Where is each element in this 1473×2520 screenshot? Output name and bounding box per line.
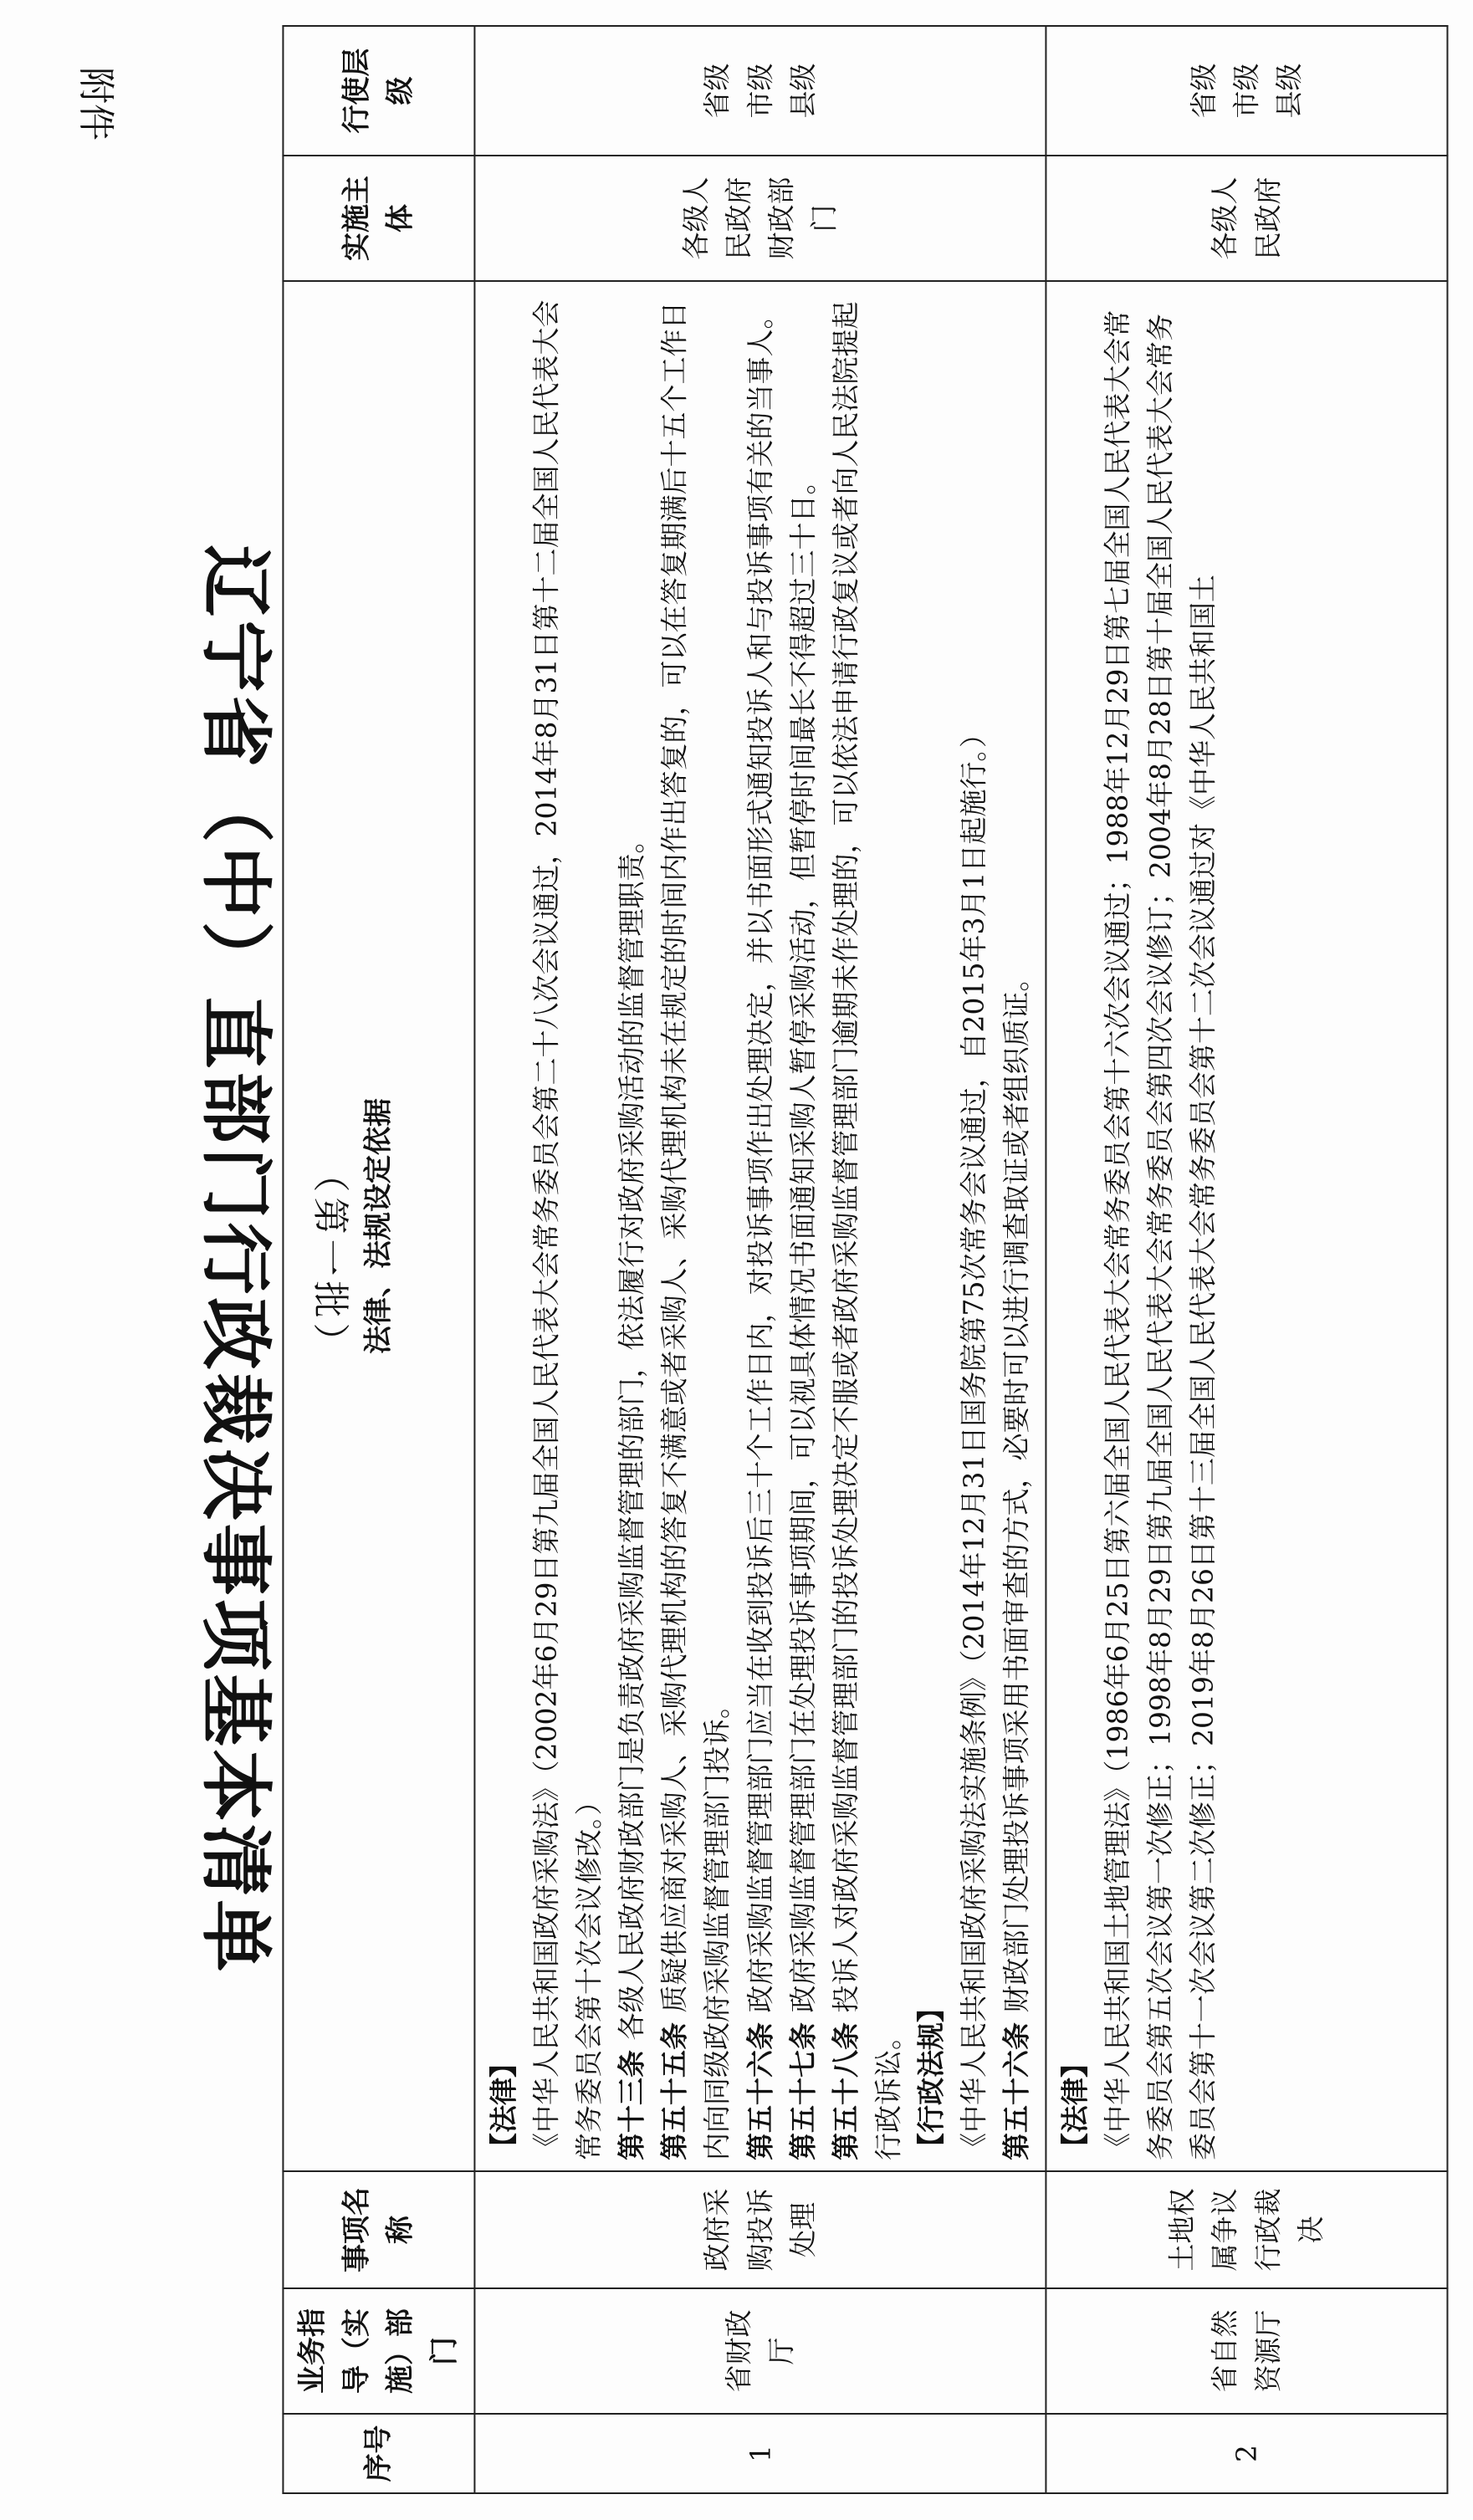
- level-item: 市级: [744, 63, 777, 119]
- document-title: 辽宁省（中）直部门行政裁决事项基本清单: [193, 544, 278, 1976]
- col-header-level: 行使层级: [283, 26, 474, 156]
- col-header-item: 事项名称: [283, 2171, 474, 2288]
- row-level: [1046, 26, 1447, 156]
- article-number: 第五十五条: [657, 2012, 691, 2160]
- basis-paragraph: 第五十六条 政府采购监督管理部门应当在收到投诉后三十个工作日内，对投诉事项作出处理决定，并以书面形式通知投诉人和与投诉事项有关的当事人。: [744, 301, 777, 2160]
- matters-table: [282, 25, 1448, 2494]
- level-item: 县级: [786, 63, 820, 119]
- article-number: 第五十八条: [829, 2012, 862, 2160]
- row-subject: 各级人民政府财政部门: [474, 156, 1046, 281]
- row-number: 2: [1046, 2414, 1447, 2493]
- row-level: [474, 26, 1046, 156]
- row-item-name: 政府采购投诉处理: [474, 2171, 1046, 2288]
- article-number: 第五十六条: [744, 2012, 777, 2160]
- table-row: [1046, 26, 1447, 2493]
- basis-heading: 【法律】: [1058, 2050, 1091, 2160]
- table-header-row: [283, 26, 474, 2493]
- article-number: 第五十七条: [786, 2012, 820, 2160]
- col-header-dept: 业务指导（实施）部门: [283, 2288, 474, 2414]
- col-header-no: 序号: [283, 2414, 474, 2493]
- basis-paragraph: 《中华人民共和国政府采购法实施条例》（2014年12月31日国务院第75次常务会议通过，自2015年3月1日起施行。）: [957, 720, 990, 2160]
- basis-paragraph: 《中华人民共和国土地管理法》（1986年6月25日第六届全国人民代表大会常务委员会第十六次会议通过；1988年12月29日第七届全国人民代表大会常务委员会第五次会议第一次修正；1998年8月29日第九届全国人民代表大会常务委员会第四次会议修订；2004年8月28日第十届全国人民代表大会常务委员会第十一次会议第二次修正；2019年8月26日第十三届全国人民代表大会常务委员会第十二次会议通过对《中华人民共和国土: [1101, 309, 1220, 2160]
- row-number: 1: [474, 2414, 1046, 2493]
- row-dept: 省自然资源厅: [1046, 2288, 1447, 2414]
- basis-heading: 【法律】: [487, 2050, 520, 2160]
- col-header-subject: 实施主体: [283, 156, 474, 281]
- level-item: 县级: [1272, 63, 1306, 119]
- basis-paragraph: 《中华人民共和国政府采购法》（2002年6月29日第九届全国人民代表大会常务委员会第二十八次会议通过，2014年8月31日第十二届全国人民代表大会常务委员会第十次会议修改。）: [529, 299, 606, 2160]
- article-number: 第十三条: [615, 2040, 648, 2160]
- row-legal-basis: [1046, 281, 1447, 2171]
- level-item: 省级: [1187, 63, 1220, 119]
- basis-paragraph: 第十三条 各级人民政府财政部门是负责政府采购监督管理的部门，依法履行对政府采购活动的监督管理职责。: [615, 826, 648, 2160]
- row-item-name: 土地权属争议行政裁决: [1046, 2171, 1447, 2288]
- col-header-basis: 法律、法规设定依据: [283, 281, 474, 2171]
- basis-heading: 【行政法规】: [914, 1995, 948, 2160]
- basis-paragraph: 第五十八条 投诉人对政府采购监督管理部门的投诉处理决定不服或者政府采购监督管理部门逾期未作处理的，可以依法申请行政复议或者向人民法院提起行政诉讼。: [829, 301, 905, 2160]
- row-legal-basis: [474, 281, 1046, 2171]
- attachment-label: 附件: [74, 67, 117, 141]
- basis-paragraph: 第五十五条 质疑供应商对采购人、采购代理机构的答复不满意或者采购人、采购代理机构未在规定的时间内作出答复的，可以在答复期满后十五个工作日内向同级政府采购监督管理部门投诉。: [657, 301, 734, 2160]
- document-subtitle: （第一批）: [309, 1155, 351, 1365]
- level-item: 市级: [1230, 63, 1263, 119]
- row-dept: 省财政厅: [474, 2288, 1046, 2414]
- row-subject: 各级人民政府: [1046, 156, 1447, 281]
- basis-paragraph: 第五十六条 财政部门处理投诉事项采用书面审查的方式，必要时可以进行调查取证或者组织质证。: [1000, 964, 1033, 2160]
- level-item: 省级: [700, 63, 734, 119]
- table-row: [474, 26, 1046, 2493]
- basis-paragraph: 第五十七条 政府采购监督管理部门在处理投诉事项期间，可以视具体情况书面通知采购人暂停采购活动，但暂停时间最长不得超过三十日。: [786, 467, 820, 2160]
- article-number: 第五十六条: [1000, 2012, 1033, 2160]
